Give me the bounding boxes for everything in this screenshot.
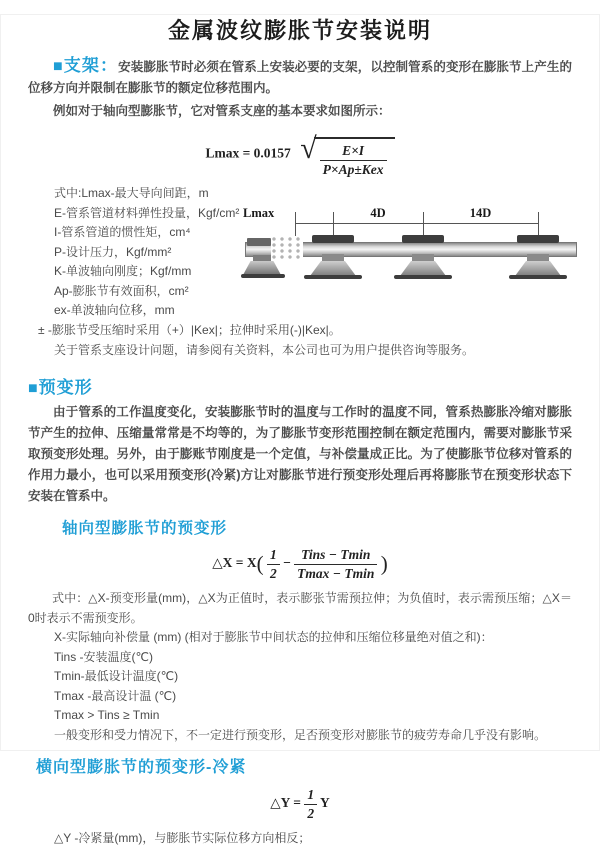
axial-formula-lhs: △X = X — [212, 555, 257, 571]
lateral-half-numerator: 1 — [304, 786, 317, 805]
minus-sign: − — [283, 555, 291, 571]
axial-line: Tmax -最高设计温 (℃) — [54, 688, 177, 703]
definition-line: P-设计压力，Kgf/mm² — [54, 244, 172, 259]
page-title: 金属波纹膨胀节安装说明 — [167, 18, 432, 43]
lmax-fraction-numerator: E×I — [320, 142, 387, 161]
anchor-neck — [253, 255, 271, 262]
definition-line: ex-单波轴向位移，mm — [54, 303, 175, 318]
anchor-base — [241, 274, 285, 278]
half-fraction — [267, 546, 280, 582]
pipe-support — [509, 206, 567, 302]
open-paren: ( — [256, 551, 264, 576]
support-base — [304, 275, 362, 279]
preform-body-paragraph: 由于管系的工作温度变化，安装膨胀节时的温度与工作时的温度不同，管系热膨胀冷缩对膨胀节产生的拉伸、压缩量常常是不均等的，为了膨胀节变形范围控制在额定范围内，需要对膨胀节采取预变形处理。另外，由于膨账节刚度是一个定值，与补偿量成正比。为了使膨胀节位移对管系的作用力最小，也可以采用预变形(冷紧)方让对膨胀节进行预变形处理后再将膨胀节在预变形状态下安装在管系中。 — [28, 405, 572, 504]
lmax-formula — [28, 131, 572, 178]
temperature-fraction-numerator: Tins − Tmin — [294, 546, 377, 565]
definition-line: E-管系管道材料弹性投量，Kgf/cm² — [54, 205, 240, 220]
axial-definition-lines — [28, 628, 572, 745]
axial-line: Tins -安装温度(℃) — [54, 649, 154, 664]
temperature-fraction — [294, 546, 377, 582]
pipe-support-diagram — [243, 206, 580, 302]
preform-section-header — [28, 373, 572, 398]
lmax-formula-lhs: Lmax = 0.0157 — [205, 145, 291, 161]
lateral-formula — [28, 786, 572, 822]
support-intro-text: 安装膨胀节时必须在管系上安装必要的支架，以控制管系的变形在膨胀节上产生的位移方向并限制在膨胀节的额定位移范围内。 — [28, 60, 572, 95]
definition-line: Ap-膨胀节有效面积，cm² — [54, 283, 189, 298]
definition-line: 式中:Lmax-最大导向间距，m — [54, 186, 209, 201]
preform-section-label: 预变形 — [38, 378, 93, 398]
axial-line: 一般变形和受力情况下，不一定进行预变形，足否预变形对膨胀节的疲劳寿命几乎没有影响。 — [54, 727, 547, 742]
axial-subtitle: 轴向型膨胀节的预变形 — [62, 520, 228, 538]
support-note-line: 关于管系支座设计问题，请参阅有关资料，本公司也可为用户提供咨询等服务。 — [54, 343, 475, 358]
radical-content — [314, 137, 395, 178]
radical — [300, 131, 394, 178]
support-pedestal — [515, 261, 561, 276]
support-base — [394, 275, 452, 279]
support-clamp — [517, 235, 559, 243]
lmax-fraction — [320, 142, 387, 178]
lateral-definition-line: △Y -冷紧量(mm)，与膨胀节实际位移方向相反； — [54, 831, 311, 846]
section-square-icon: ■ — [28, 380, 38, 398]
dimension-tick — [295, 212, 296, 239]
support-intro-paragraph — [28, 55, 572, 99]
support-clamp — [402, 235, 444, 243]
dimension-label: Lmax — [243, 206, 275, 220]
axial-line: X-实际轴向补偿量 (mm) (相对于膨胀节中间状态的拉伸和压缩位移量绝对值之和)： — [54, 630, 493, 645]
lateral-half-fraction — [304, 786, 317, 822]
support-base — [509, 275, 567, 279]
definition-line: K-单波轴向刚度；Kgf/mm — [54, 264, 192, 279]
dimension-label: 4D — [370, 206, 386, 220]
lateral-half-denominator: 2 — [307, 805, 315, 821]
lateral-subtitle: 横向型膨胀节的预变形-冷紧 — [36, 759, 247, 777]
close-paren: ) — [380, 551, 388, 576]
support-pedestal — [310, 261, 356, 276]
lateral-formula-lhs: △Y = — [270, 795, 301, 811]
document-page — [0, 14, 600, 846]
pipe-support — [304, 206, 362, 302]
anchor-pedestal — [243, 261, 281, 275]
definition-line: ± -膨胀节受压缩时采用（+）|Kex|；拉伸时采用(-)|Kex|。 — [38, 322, 341, 337]
support-pedestal — [400, 261, 446, 276]
anchor-clamp — [247, 238, 271, 246]
temperature-fraction-denominator: Tmax − Tmin — [297, 565, 375, 581]
axial-explanation-paragraph: 式中：△X-预变形量(mm)，△X为正值时，表示膨张节需预拉伸；为负值时，表示需预压缩；△X＝0时表示不需预变形。 — [28, 591, 572, 626]
support-clamp — [312, 235, 354, 243]
section-square-icon: ■ — [53, 58, 63, 75]
support-section-label: 支架： — [63, 56, 119, 75]
pipe-support — [394, 206, 452, 302]
axial-formula — [28, 546, 572, 582]
lateral-formula-rhs: Y — [319, 795, 330, 811]
bellows-expansion-joint — [271, 236, 303, 261]
definition-line: I-管系管道的惯性矩，cm⁴ — [54, 225, 191, 240]
radical-icon: √ — [300, 132, 317, 165]
axial-line: Tmax > Tins ≥ Tmin — [54, 708, 160, 723]
support-example-line: 例如对于轴向型膨胀节，它对管系支座的基本要求如图所示： — [53, 104, 391, 118]
axial-line: Tmin-最低设计温度(℃) — [54, 669, 179, 684]
half-numerator: 1 — [267, 546, 280, 565]
dimension-label: 14D — [469, 206, 492, 220]
lmax-fraction-denominator: P×Ap±Kex — [322, 161, 384, 177]
half-denominator: 2 — [269, 565, 277, 581]
